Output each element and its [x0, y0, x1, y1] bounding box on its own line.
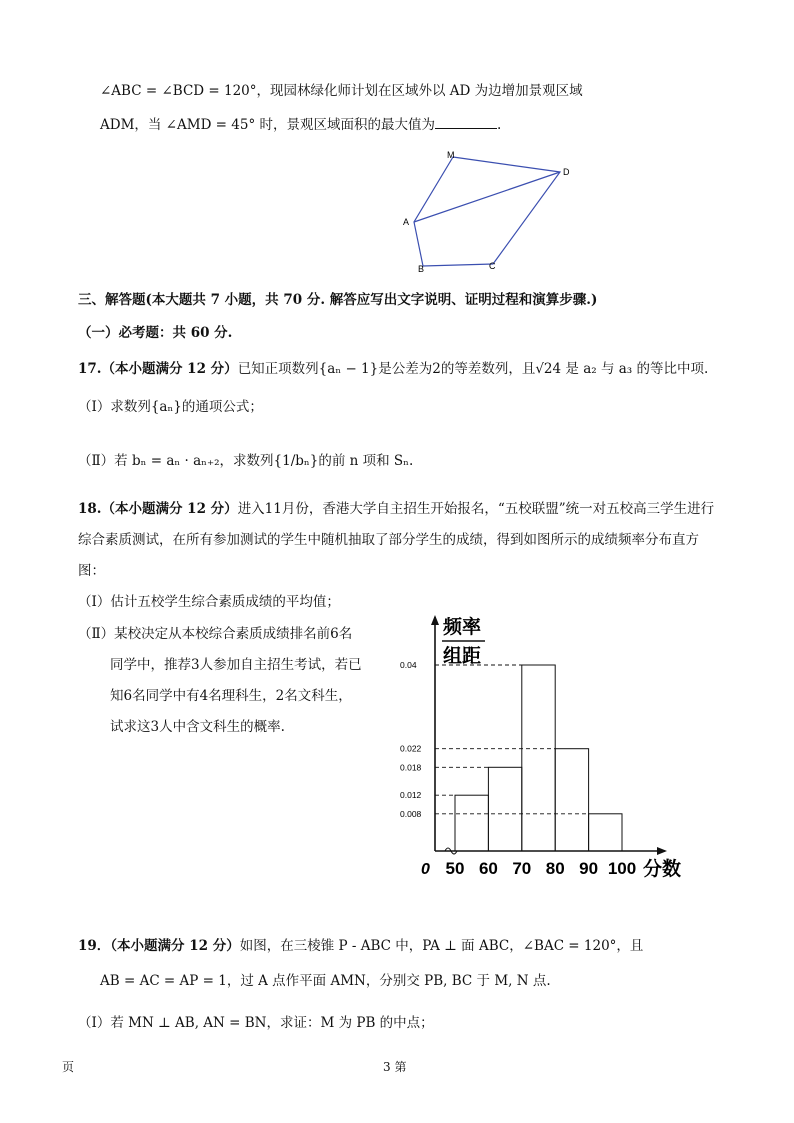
- frequency-histogram: [395, 605, 695, 890]
- label-a: A: [403, 217, 410, 227]
- q18-part2-line2: 同学中，推荐3人参加自主招生考试，若已: [110, 657, 362, 673]
- x-tick-label: 60: [478, 859, 498, 878]
- q18-head: 18.（本小题满分 12 分）: [78, 501, 238, 517]
- y-tick-label: 0.008: [400, 808, 422, 819]
- q17-text: 已知正项数列{aₙ − 1}是公差为2的等差数列，且√24 是 a₂ 与 a₃ 的等比中项.: [237, 361, 709, 377]
- q19-text2: AB = AC = AP = 1，过 A 点作平面 AMN，分别交 PB, BC 于 M, N 点.: [100, 973, 551, 989]
- q18-text1: 进入11月份，香港大学自主招生开始报名，“五校联盟”统一对五校高三学生进行: [237, 501, 715, 517]
- q18-text2: 综合素质测试，在所有参加测试的学生中随机抽取了部分学生的成绩，得到如图所示的成绩频率分布直方: [78, 532, 699, 548]
- q17-part2: （Ⅱ）若 bₙ = aₙ · aₙ₊₂，求数列{1/bₙ}的前 n 项和 Sₙ.: [78, 453, 414, 469]
- problem16-line2-text: ADM，当 ∠AMD = 45° 时，景观区域面积的最大值为: [100, 117, 436, 133]
- q18-part2-line3: 知6名同学中有4名理科生，2名文科生，: [110, 688, 352, 704]
- quad-outline: [414, 157, 560, 266]
- q17-statement: [78, 360, 708, 378]
- footer-page-number: 3 第: [383, 1060, 407, 1074]
- q18-part2-line1: （Ⅱ）某校决定从本校综合素质成绩排名前6名: [78, 626, 353, 642]
- q19-head: 19．（本小题满分 12 分）: [78, 938, 240, 954]
- x-tick-label: 90: [579, 859, 599, 878]
- histogram-bar-50-60: [455, 795, 488, 851]
- y-tick-label: 0.012: [400, 790, 422, 801]
- histogram-bar-70-80: [522, 665, 555, 851]
- histogram-bar-60-70: [488, 767, 521, 851]
- q19-text1: 如图，在三棱锥 P - ABC 中，PA ⊥ 面 ABC，∠BAC = 120°，且: [239, 938, 644, 954]
- y-tick-label: 0.018: [400, 762, 422, 773]
- label-d: D: [563, 167, 570, 177]
- segment-ad: [414, 172, 560, 222]
- y-axis-label-top: 频率: [443, 617, 482, 638]
- q18-part1: （Ⅰ）估计五校学生综合素质成绩的平均值；: [78, 594, 340, 610]
- q18-text3: 图：: [78, 563, 105, 579]
- label-m: M: [447, 150, 455, 160]
- q18-part2-line4: 试求这3人中含文科生的概率.: [110, 719, 285, 735]
- q17-head: 17.（本小题满分 12 分）: [78, 361, 238, 377]
- histogram-bar-90-100: [589, 814, 622, 851]
- problem16-line1: ∠ABC = ∠BCD = 120°，现园林绿化师计划在区域外以 AD 为边增加景观区域: [100, 83, 583, 99]
- footer-left: 页: [62, 1060, 75, 1074]
- q19-statement: [78, 937, 643, 955]
- x-axis-arrow: [657, 847, 667, 855]
- q19-part1: （Ⅰ）若 MN ⊥ AB, AN = BN，求证：M 为 PB 的中点；: [78, 1015, 434, 1031]
- label-b: B: [418, 264, 425, 274]
- section3-title: 三、解答题(本大题共 7 小题，共 70 分. 解答应写出文字说明、证明过程和演算步骤.): [78, 292, 598, 308]
- section3-required: （一）必考题：共 60 分.: [78, 325, 233, 341]
- y-tick-label: 0.022: [400, 743, 422, 754]
- answer-blank: [435, 116, 497, 129]
- q17-part1: （Ⅰ）求数列{aₙ}的通项公式；: [78, 399, 263, 415]
- quadrilateral-figure: [395, 145, 585, 280]
- origin-label: 0: [421, 861, 430, 878]
- y-axis-label-bottom: 组距: [443, 646, 482, 667]
- label-c: C: [489, 261, 496, 271]
- y-tick-label: 0.04: [400, 660, 417, 670]
- problem16-line2-end: .: [497, 117, 502, 133]
- x-tick-label: 80: [545, 859, 565, 878]
- x-axis-label: 分数: [643, 859, 682, 880]
- x-tick-label: 50: [445, 859, 465, 878]
- x-tick-label: 70: [512, 859, 532, 878]
- y-axis-arrow: [431, 615, 439, 625]
- problem16-line2: [100, 116, 501, 134]
- x-tick-label: 100: [607, 859, 637, 878]
- histogram-bar-80-90: [555, 749, 588, 851]
- q18-statement: [78, 500, 714, 518]
